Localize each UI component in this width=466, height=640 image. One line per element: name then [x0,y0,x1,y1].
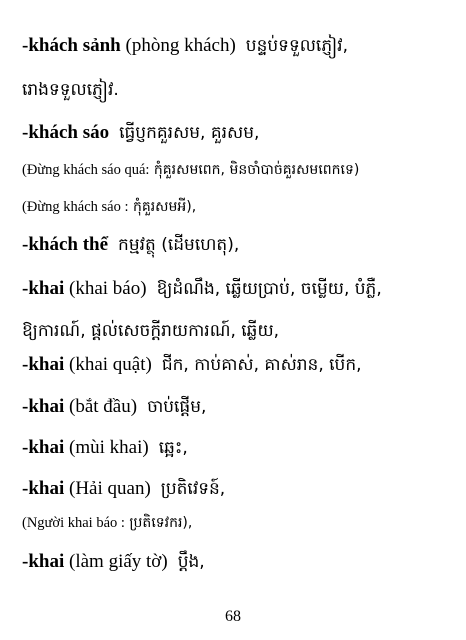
entry-example [22,163,452,178]
entry-translation: ប្តឹង, [177,552,205,572]
entry-khach-sanh [22,36,452,55]
entry-translation: បន្ទប់ទទួលភ្ញៀវ, [245,36,348,56]
entry-khai-mui-khai [22,438,452,457]
entry-khai-khai-bao [22,279,452,298]
entry-translation: ឱ្យដំណឹង, ឆ្លើយប្រាប់, ចម្លើយ, បំភ្លឺ, [156,279,382,299]
entry-note: (bắt đầu) [64,396,138,417]
example-vietnamese: (Đừng khách sáo : [22,199,129,215]
entry-translation: ធ្វើប្ញកគួរសម, គួរសម, [119,123,260,143]
entry-headword: -khách sáo [22,122,110,143]
entry-note: (khai quật) [64,354,152,375]
entry-note: (làm giấy tờ) [64,551,168,572]
entry-headword: -khách thể [22,234,109,255]
entry-note: (mùi khai) [64,437,149,458]
example-vietnamese: (Người khai báo : [22,515,125,531]
entry-continuation [22,80,452,99]
entry-headword: -khai [22,278,65,299]
entry-khai-lam-giay-to [22,552,452,571]
entry-headword: -khai [22,478,65,499]
entry-translation: ឱ្យការណ៍, ផ្តល់សេចក្តីរាយការណ៍, ឆ្លើយ, [22,321,280,341]
example-translation: ប្រតិទេវករ), [124,515,193,531]
entry-headword: -khai [22,437,65,458]
entry-headword: -khai [22,396,65,417]
entry-headword: -khai [22,354,65,375]
entry-translation: រោងទទួលភ្ញៀវ. [22,80,119,100]
entry-note: (Hải quan) [64,478,151,499]
entry-continuation [22,321,452,340]
entry-headword: -khai [22,551,65,572]
example-translation: កុំគួរសមអី), [128,199,197,215]
example-vietnamese: (Đừng khách sáo quá: [22,162,150,178]
entry-note: (khai báo) [64,278,147,299]
entry-khach-the [22,235,452,254]
entry-translation: ប្រតិវេទន៍, [160,479,226,499]
entry-khai-khai-quat [22,355,452,374]
entry-khach-sao [22,123,452,142]
entry-example [22,200,452,215]
entry-translation: ជីក, កាប់គាស់, គាស់រាន, បើក, [161,355,362,375]
example-translation: កុំគួរសមពេក, មិនចាំបាច់គួរសមពេកទេ) [149,162,360,178]
entry-khai-hai-quan [22,479,452,498]
entry-translation: ចាប់ផ្តើម, [147,397,207,417]
entry-example [22,516,452,531]
entry-translation: កម្មវត្ថុ (ដើមហេតុ), [118,235,240,255]
entry-khai-bat-dau [22,397,452,416]
entry-headword: -khách sảnh [22,35,121,56]
page-number: 68 [225,608,241,625]
entry-translation: ឆ្អេះ, [158,438,188,458]
entry-note: (phòng khách) [120,35,236,56]
